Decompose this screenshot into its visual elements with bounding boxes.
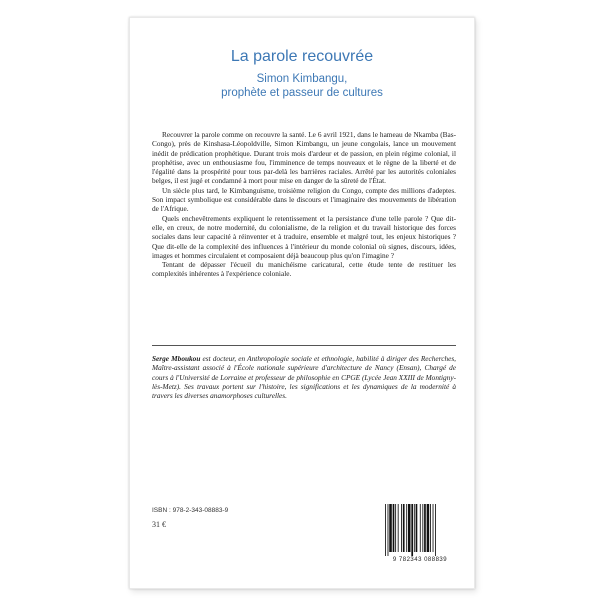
barcode bbox=[383, 504, 458, 556]
price: 31 € bbox=[152, 520, 166, 529]
author-bio bbox=[152, 354, 456, 400]
author-name: Serge Mboukou bbox=[152, 354, 201, 363]
barcode-digits: 9 782343 088839 bbox=[392, 557, 448, 563]
author-bio-text: est docteur, en Anthropologie sociale et ethnologie, habilité à diriger des Recherches, Maître-assistant associé à l'École nationale supérieure d'architecture de Nancy (Ensan), Chargé de cours à l'Université de Lorraine et professeur de philosophie en CPGE (Lycée Jean XXIII de Montigny-lès-Metz). Ses travaux portent sur l'histoire, les significations et les dynamiques de la modernité à travers les diverses anamorphoses culturelles. bbox=[152, 354, 457, 401]
divider bbox=[152, 345, 456, 346]
blurb-paragraph: Quels enchevêtrements expliquent le retentissement et la persistance d'une telle parole ? Que dit-elle, en creux, de notre modernité, du colonialisme, de la religion et du travail historique des forces sociales dans leur capacité à réinventer et à traduire, ensemble et malgré tout, les enjeux historiques ? Que dit-elle de la complexité des influences à l'intérieur du monde colonial où signes, discours, idées, images et hommes circulaient et composaient déjà beaucoup plus qu'on l'imagine ? bbox=[152, 213, 456, 260]
blurb bbox=[152, 130, 456, 279]
blurb-paragraph: Tentant de dépasser l'écueil du manichéisme caricatural, cette étude tente de restituer les complexités inhérentes à l'expérience coloniale. bbox=[152, 260, 456, 279]
isbn: ISBN : 978-2-343-08883-9 bbox=[152, 507, 229, 514]
subtitle-line-1: Simon Kimbangu, bbox=[256, 73, 348, 85]
subtitle-line-2: prophète et passeur de cultures bbox=[221, 87, 383, 99]
blurb-paragraph: Recouvrer la parole comme on recouvre la santé. Le 6 avril 1921, dans le hameau de Nkamba (Bas-Congo), près de Kinshasa-Léopoldville, Simon Kimbangu, un jeune congolais, lance un mouvement inédit de prédication prophétique. Durant trois mois d'ardeur et de passion, en plein régime colonial, il prophétise, avec un enthousiasme fou, l'imminence de temps nouveaux et le règne de la liberté et de l'égalité dans la prospérité pour tous par-delà les barrières raciales. Arrêté par les autorités coloniales belges, il est jugé et condamné à mort pour mise en danger de la sûreté de l'État. bbox=[152, 130, 456, 186]
book-back-cover bbox=[129, 17, 475, 589]
blurb-paragraph: Un siècle plus tard, le Kimbanguisme, troisième religion du Congo, compte des millions d'adeptes. Son impact symbolique est considérable dans le discours et l'imaginaire des mouvements de libération de l'Afrique. bbox=[152, 185, 456, 214]
book-title: La parole recouvrée bbox=[230, 48, 374, 65]
book-subtitle bbox=[130, 72, 474, 100]
